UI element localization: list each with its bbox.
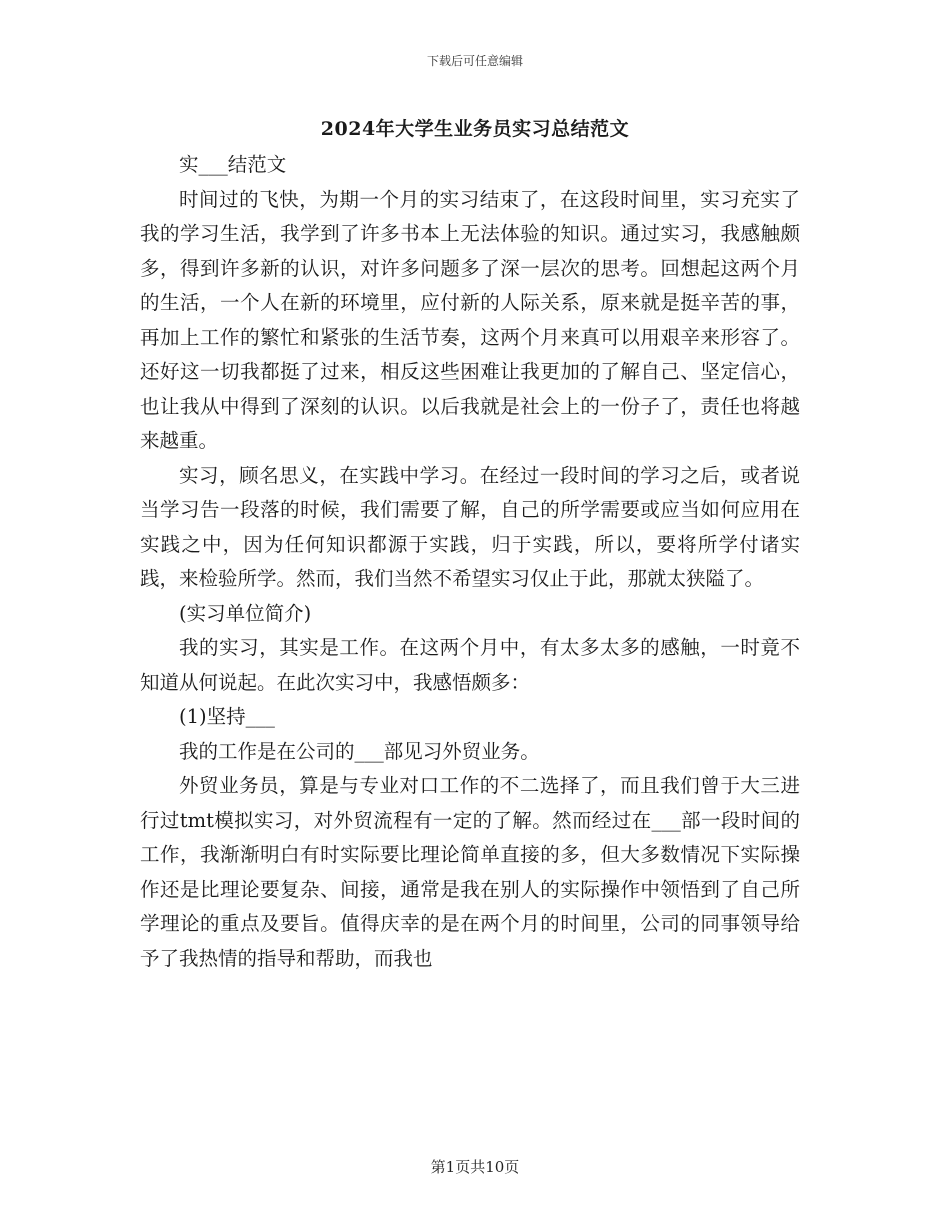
document-body	[140, 148, 800, 976]
document-title: 2024年大学生业务员实习总结范文	[320, 118, 630, 140]
page-number: 第1页共10页	[430, 1158, 520, 1176]
paragraph: 时间过的飞快，为期一个月的实习结束了，在这段时间里，实习充实了我的学习生活，我学到了许多书本上无法体验的知识。通过实习，我感触颇多，得到许多新的认识，对许多问题多了深一层次的思考。回想起这两个月的生活，一个人在新的环境里，应付新的人际关系，原来就是挺辛苦的事，再加上工作的繁忙和紧张的生活节奏，这两个月来真可以用艰辛来形容了。还好这一切我都挺了过来，相反这些困难让我更加的了解自己、坚定信心，也让我从中得到了深刻的认识。以后我就是社会上的一份子了，责任也将越来越重。	[140, 187, 800, 452]
page-header-note: 下载后可任意编辑	[426, 54, 523, 68]
paragraph-list-item: (1)坚持___	[179, 705, 275, 728]
paragraph: 外贸业务员，算是与专业对口工作的不二选择了，而且我们曾于大三进行过tmt模拟实习，对外贸流程有一定的了解。然而经过在___部一段时间的工作，我渐渐明白有时实际要比理论简单直接的多，但大多数情况下实际操作还是比理论要复杂、间接，通常是我在别人的实际操作中领悟到了自己所学理论的重点及要旨。值得庆幸的是在两个月的时间里，公司的同事领导给予了我热情的指导和帮助，而我也	[140, 774, 800, 970]
paragraph-subtitle: 实___结范文	[179, 153, 287, 176]
paragraph: 实习，顾名思义，在实践中学习。在经过一段时间的学习之后，或者说当学习告一段落的时候，我们需要了解，自己的所学需要或应当如何应用在实践之中，因为任何知识都源于实践，归于实践，所以，要将所学付诸实践，来检验所学。然而，我们当然不希望实习仅止于此，那就太狭隘了。	[140, 463, 800, 590]
paragraph-section-heading: (实习单位简介)	[179, 601, 312, 625]
paragraph: 我的工作是在公司的___部见习外贸业务。	[179, 739, 540, 763]
paragraph: 我的实习，其实是工作。在这两个月中，有太多太多的感触，一时竟不知道从何说起。在此次实习中，我感悟颇多：	[140, 636, 800, 694]
